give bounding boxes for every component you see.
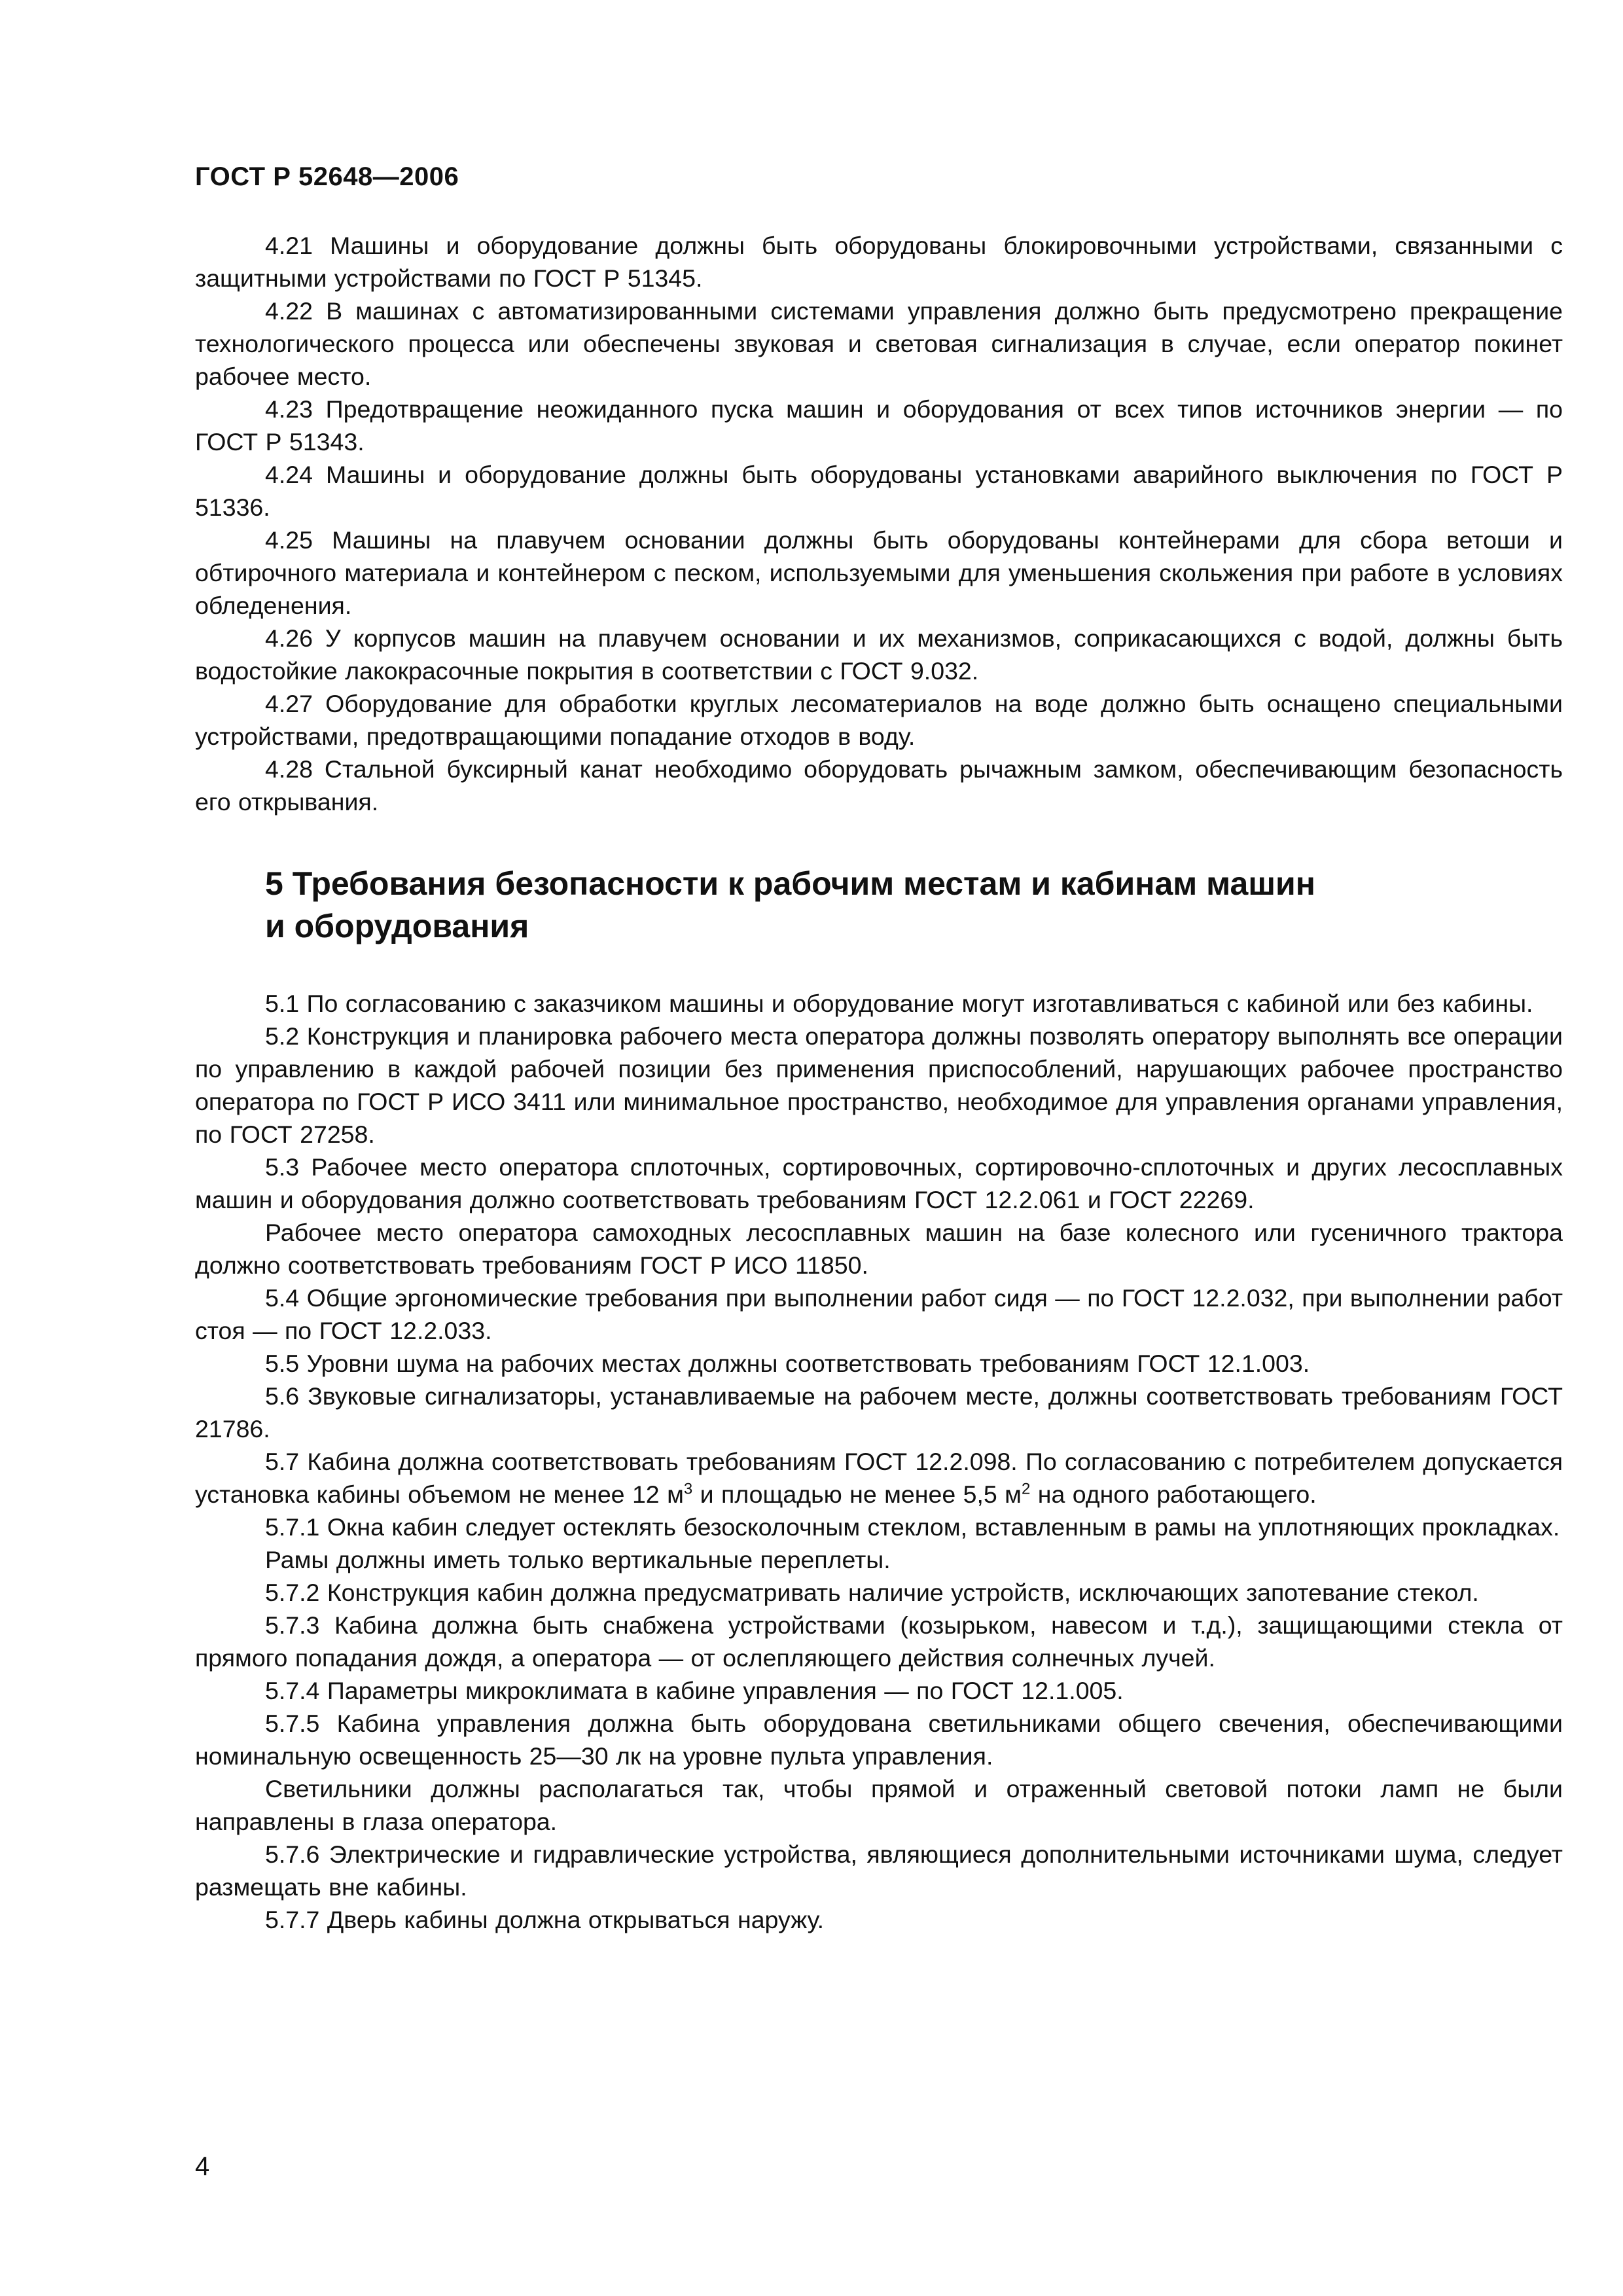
paragraph-5-7-6: 5.7.6 Электрические и гидравлические устройства, являющиеся дополнительными источниками шума, следует размещать вне кабины.: [195, 1840, 1563, 1901]
superscript-square: 2: [1021, 1480, 1031, 1498]
paragraph-5-7-1-continued: Рамы должны иметь только вертикальные переплеты.: [265, 1546, 891, 1573]
paragraph-4-27: 4.27 Оборудование для обработки круглых лесоматериалов на воде должно быть оснащено специальными устройствами, предотвращающими попадание отходов в воду.: [195, 690, 1563, 750]
superscript-cubic: 3: [683, 1480, 693, 1498]
document-body: [195, 229, 1563, 1936]
paragraph-5-7-5-continued: Светильники должны располагаться так, чтобы прямой и отраженный световой потоки ламп не были направлены в глаза оператора.: [195, 1775, 1563, 1835]
paragraph-5-5: 5.5 Уровни шума на рабочих местах должны соответствовать требованиям ГОСТ 12.1.003.: [265, 1350, 1310, 1377]
page-number: 4: [195, 2152, 210, 2181]
paragraph-4-21: 4.21 Машины и оборудование должны быть оборудованы блокировочными устройствами, связанными с защитными устройствами по ГОСТ Р 51345.: [195, 232, 1563, 292]
paragraph-5-7-part1: 5.7 Кабина должна соответствовать требованиям ГОСТ 12.2.098. По согласованию с потребителем допускается установка кабины объемом не менее 12 м: [195, 1448, 1563, 1508]
section-5-title-line2: и оборудования: [265, 908, 529, 944]
paragraph-5-7-5: 5.7.5 Кабина управления должна быть оборудована светильниками общего свечения, обеспечивающими номинальную освещенность 25—30 лк на уровне пульта управления.: [195, 1710, 1563, 1770]
paragraph-5-1: 5.1 По согласованию с заказчиком машины и оборудование могут изготавливаться с кабиной или без кабины.: [265, 990, 1533, 1017]
paragraph-4-24: 4.24 Машины и оборудование должны быть оборудованы установками аварийного выключения по ГОСТ Р 51336.: [195, 461, 1563, 521]
section-5-title: [265, 863, 1378, 948]
paragraph-4-25: 4.25 Машины на плавучем основании должны быть оборудованы контейнерами для сбора ветоши и обтирочного материала и контейнером с песком, используемыми для уменьшения скольжения при работе в условиях обледенения.: [195, 526, 1563, 619]
paragraph-5-7-1: 5.7.1 Окна кабин следует остеклять безосколочным стеклом, вставленным в рамы на уплотняющих прокладках.: [265, 1513, 1560, 1541]
section-5-title-line1: 5 Требования безопасности к рабочим местам и кабинам машин: [265, 865, 1315, 902]
paragraph-4-22: 4.22 В машинах с автоматизированными системами управления должно быть предусмотрено прекращение технологического процесса или обеспечены звуковая и световая сигнализация в случае, если оператор покинет рабочее место.: [195, 297, 1563, 390]
paragraph-5-6: 5.6 Звуковые сигнализаторы, устанавливаемые на рабочем месте, должны соответствовать требованиям ГОСТ 21786.: [195, 1382, 1563, 1443]
paragraph-5-7-3: 5.7.3 Кабина должна быть снабжена устройствами (козырьком, навесом и т.д.), защищающими стекла от прямого попадания дождя, а оператора — от ослепляющего действия солнечных лучей.: [195, 1611, 1563, 1672]
paragraph-5-7-4: 5.7.4 Параметры микроклимата в кабине управления — по ГОСТ 12.1.005.: [265, 1677, 1124, 1704]
document-header: ГОСТ Р 52648—2006: [195, 162, 459, 191]
paragraph-5-2: 5.2 Конструкция и планировка рабочего места оператора должны позволять оператору выполнять все операции по управлению в каждой рабочей позиции без применения приспособлений, нарушающих рабочее пространство оператора по ГОСТ Р ИСО 3411 или минимальное пространство, необходимое для управления органами управления, по ГОСТ 27258.: [195, 1022, 1563, 1148]
paragraph-4-23: 4.23 Предотвращение неожиданного пуска машин и оборудования от всех типов источников энергии — по ГОСТ Р 51343.: [195, 395, 1563, 456]
paragraph-5-7-part3: на одного работающего.: [1030, 1480, 1317, 1508]
paragraph-5-3-continued: Рабочее место оператора самоходных лесосплавных машин на базе колесного или гусеничного трактора должно соответствовать требованиям ГОСТ Р ИСО 11850.: [195, 1219, 1563, 1279]
paragraph-5-7: [195, 1445, 1563, 1511]
paragraph-5-7-part2: и площадью не менее 5,5 м: [692, 1480, 1022, 1508]
paragraph-5-7-7: 5.7.7 Дверь кабины должна открываться наружу.: [265, 1906, 825, 1933]
paragraph-4-26: 4.26 У корпусов машин на плавучем основании и их механизмов, соприкасающихся с водой, должны быть водостойкие лакокрасочные покрытия в соответствии с ГОСТ 9.032.: [195, 624, 1563, 685]
paragraph-5-7-2: 5.7.2 Конструкция кабин должна предусматривать наличие устройств, исключающих запотевание стекол.: [265, 1579, 1479, 1606]
paragraph-5-3: 5.3 Рабочее место оператора сплоточных, сортировочных, сортировочно-сплоточных и других лесосплавных машин и оборудования должно соответствовать требованиям ГОСТ 12.2.061 и ГОСТ 22269.: [195, 1153, 1563, 1213]
paragraph-5-4: 5.4 Общие эргономические требования при выполнении работ сидя — по ГОСТ 12.2.032, при выполнении работ стоя — по ГОСТ 12.2.033.: [195, 1284, 1563, 1344]
paragraph-4-28: 4.28 Стальной буксирный канат необходимо оборудовать рычажным замком, обеспечивающим безопасность его открывания.: [195, 755, 1563, 816]
